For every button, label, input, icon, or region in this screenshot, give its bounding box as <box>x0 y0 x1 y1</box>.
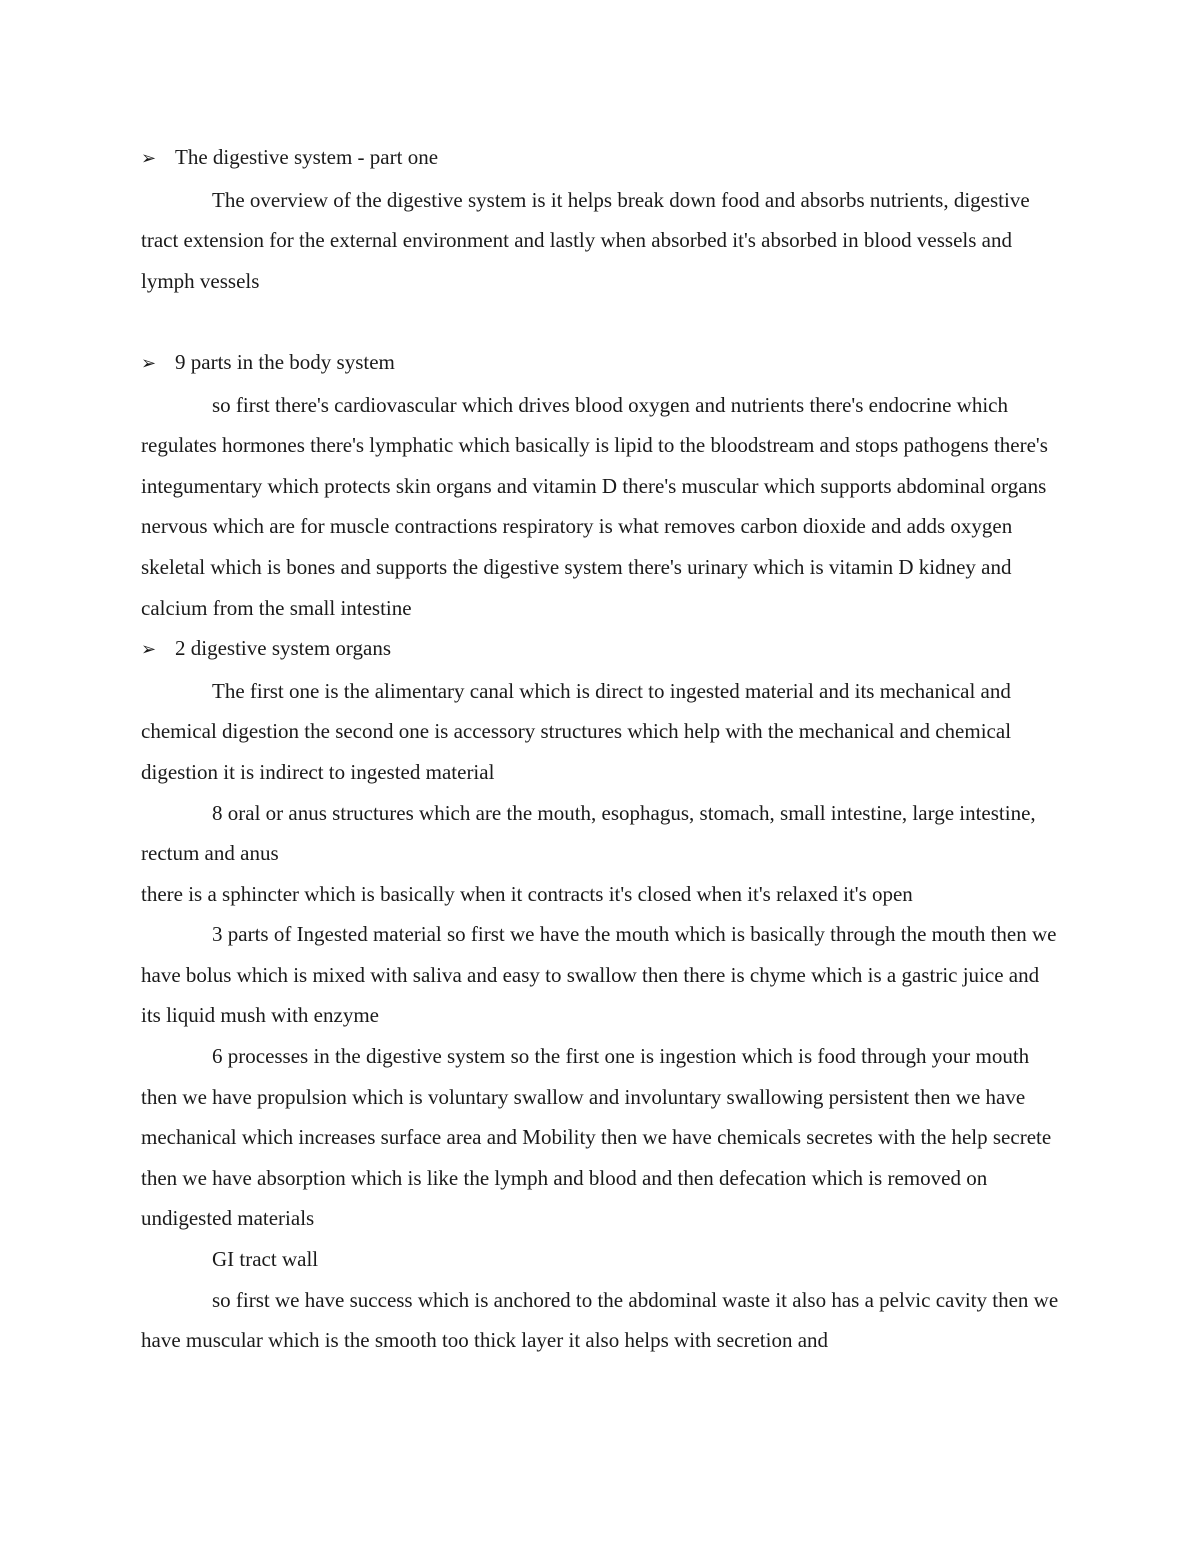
paragraph-gi-tract-wall-title: GI tract wall <box>212 1247 319 1272</box>
arrow-bullet-icon: ➢ <box>141 148 157 169</box>
heading-text: The digestive system - part one <box>175 145 439 169</box>
paragraph-sphincter: there is a sphincter which is basically when it contracts it's closed when it's relaxed it's open <box>141 881 913 906</box>
heading-text: 2 digestive system organs <box>175 636 392 661</box>
arrow-bullet-icon: ➢ <box>141 639 157 661</box>
paragraph-oral-anus-structures: 8 oral or anus structures which are the mouth, esophagus, stomach, small intestine, large intestine, rectum and anus <box>141 800 1036 866</box>
paragraph-six-processes: 6 processes in the digestive system so the first one is ingestion which is food through your mouth then we have propulsion which is voluntary swallow and involuntary swallowing persistent then we have mechanical which increases surface area and Mobility then we have chemicals secretes with the help secrete then we have absorption which is like the lymph and blood and then defecation which is removed on undigested materials <box>141 1044 1052 1231</box>
paragraph-alimentary-canal: The first one is the alimentary canal which is direct to ingested material and its mechanical and chemical digestion the second one is accessory structures which help with the mechanical and chemical digestion it is indirect to ingested material <box>141 678 1012 784</box>
paragraph-gi-tract-wall: so first we have success which is anchored to the abdominal waste it also has a pelvic cavity then we have muscular which is the smooth too thick layer it also helps with secretion and <box>141 1287 1059 1353</box>
document-body <box>141 137 1061 1361</box>
arrow-bullet-icon: ➢ <box>141 352 157 374</box>
blank-line <box>141 301 1061 342</box>
paragraph-overview: The overview of the digestive system is it helps break down food and absorbs nutrients, digestive tract extension for the external environment and lastly when absorbed it's absorbed in blood vessels and lymph vessels <box>141 187 1030 293</box>
heading-text: 9 parts in the body system <box>175 349 395 374</box>
heading-nine-parts <box>141 342 1061 385</box>
heading-digestive-system-part-one <box>141 137 1061 180</box>
paragraph-body-systems: so first there's cardiovascular which drives blood oxygen and nutrients there's endocrine which regulates hormones there's lymphatic which basically is lipid to the bloodstream and stops pathogens there's integumentary which protects skin organs and vitamin D there's muscular which supports abdominal organs nervous which are for muscle contractions respiratory is what removes carbon dioxide and adds oxygen skeletal which is bones and supports the digestive system there's urinary which is vitamin D kidney and calcium from the small intestine <box>141 392 1048 620</box>
heading-two-organs <box>141 628 1061 671</box>
paragraph-ingested-material: 3 parts of Ingested material so first we have the mouth which is basically through the mouth then we have bolus which is mixed with saliva and easy to swallow then there is chyme which is a gastric juice and its liquid mush with enzyme <box>141 922 1057 1028</box>
